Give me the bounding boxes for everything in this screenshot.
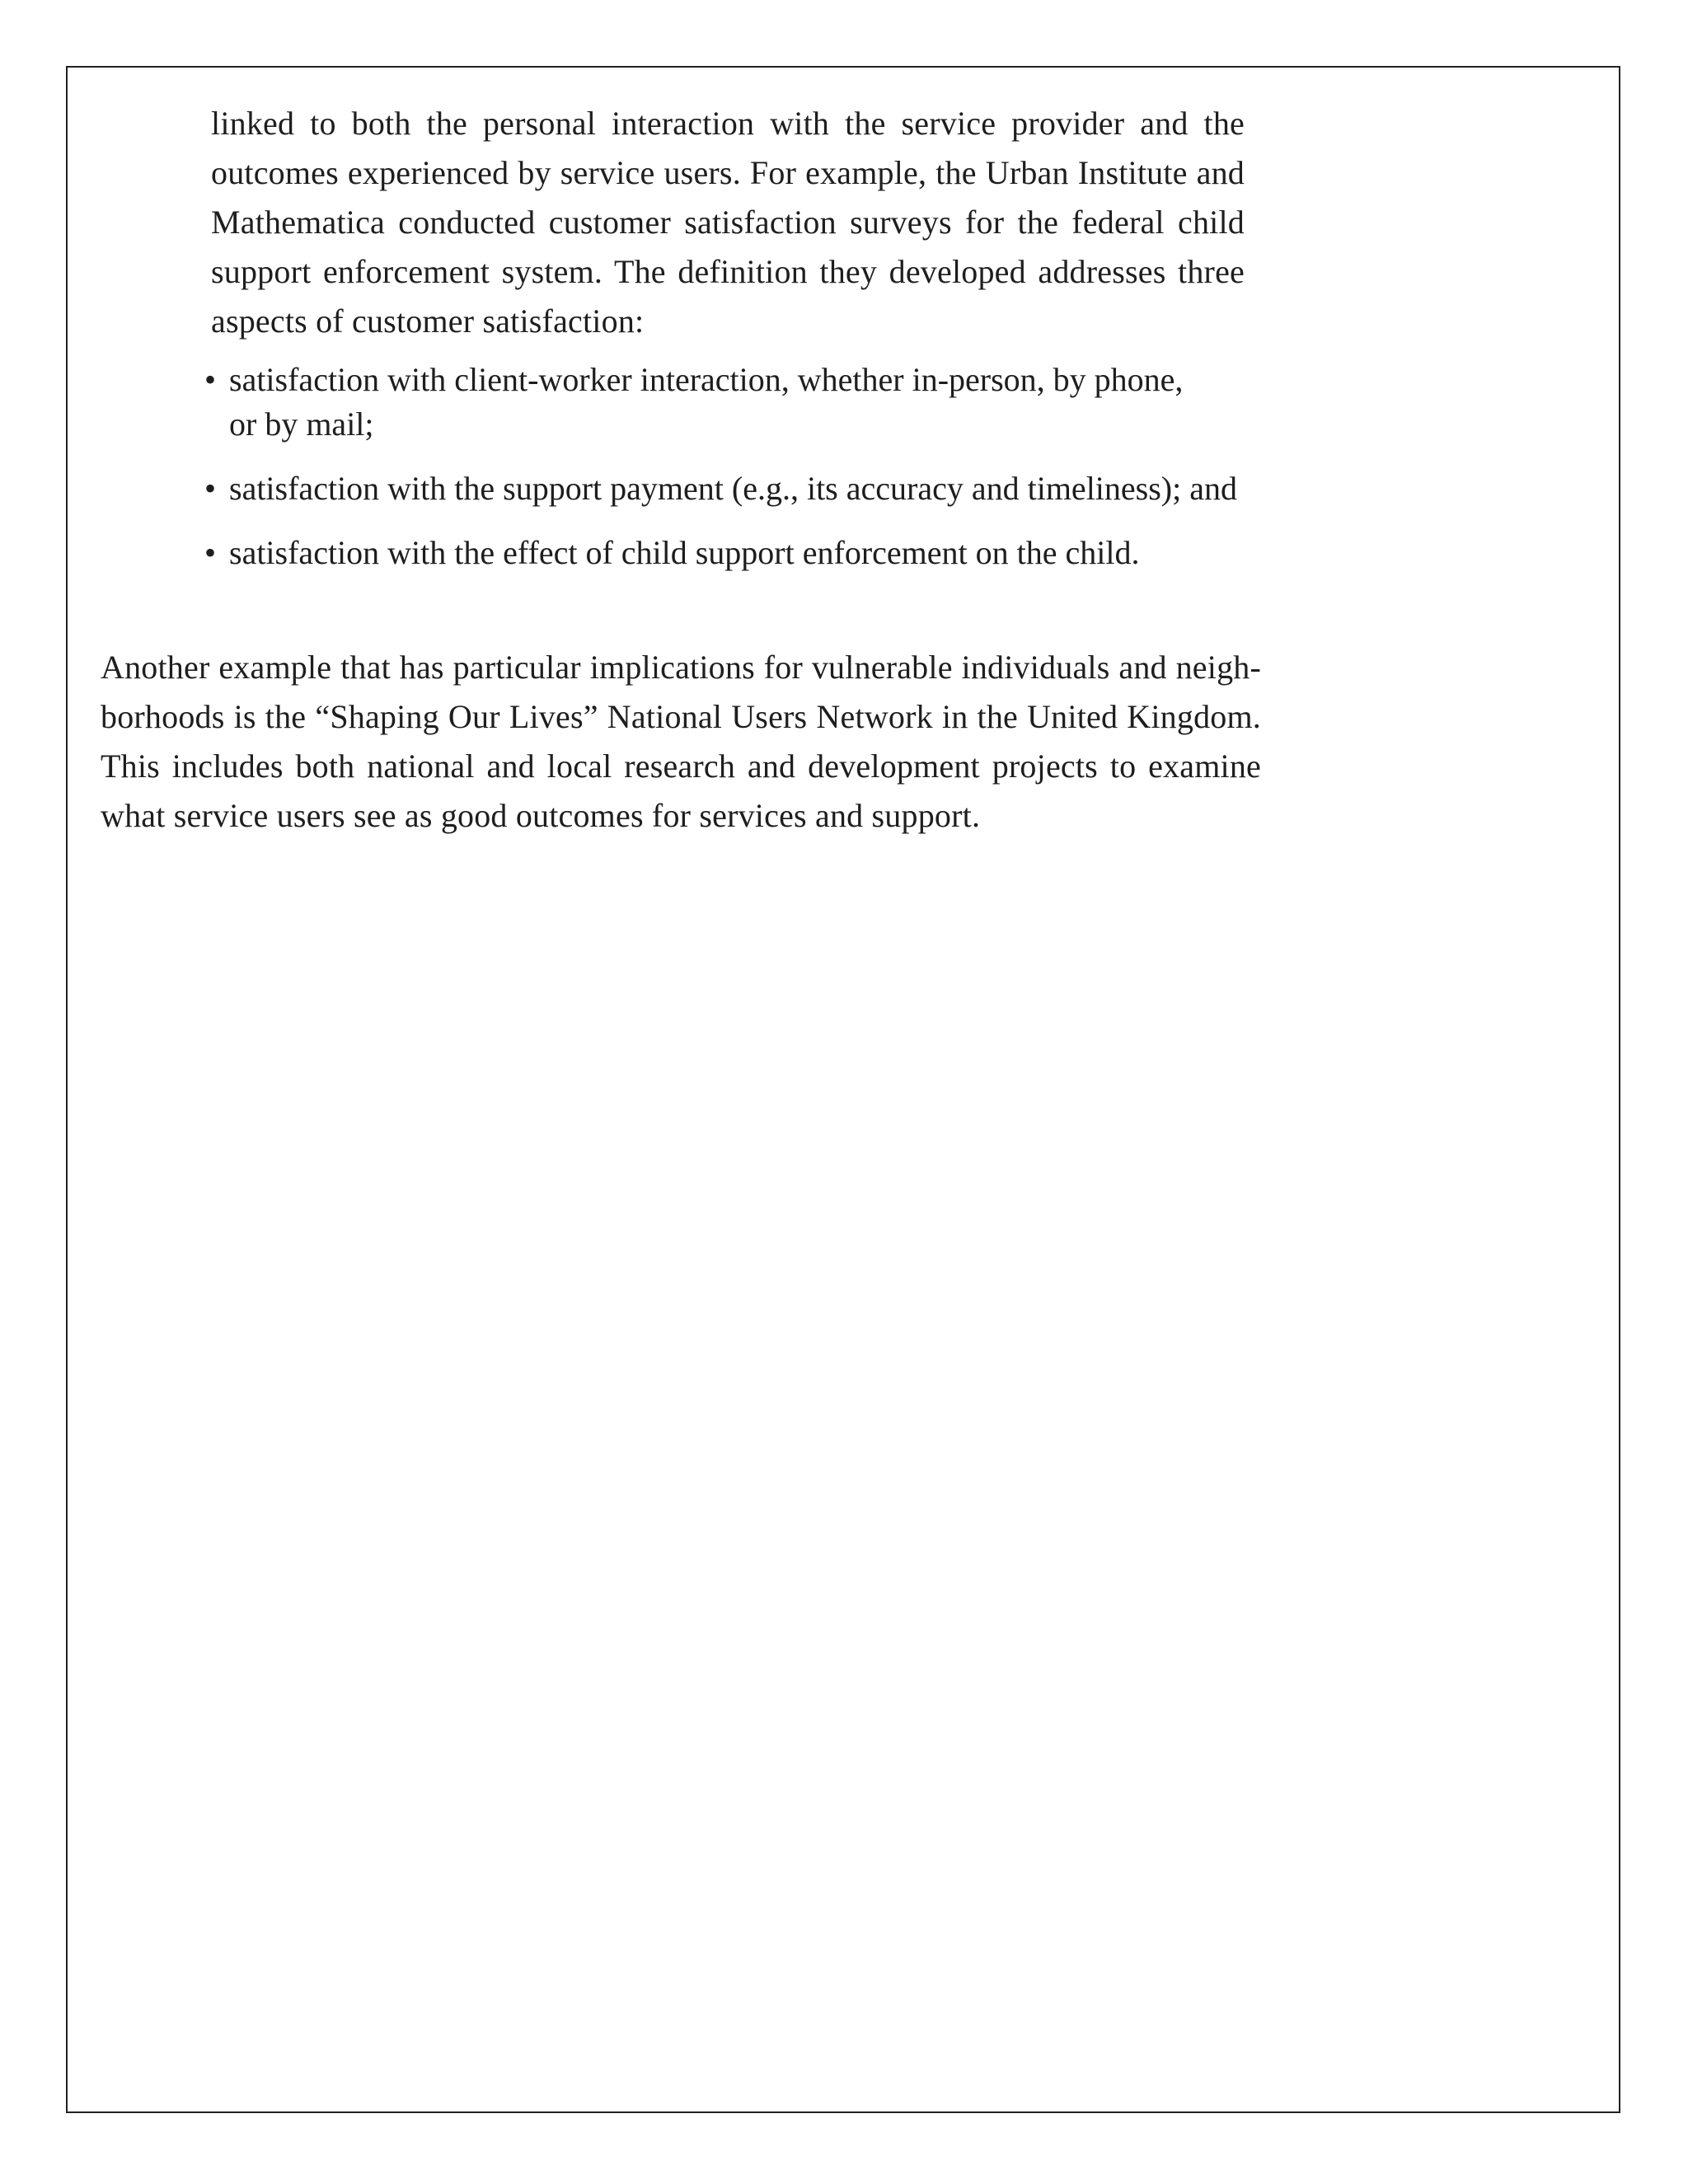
bullet-icon: •	[204, 361, 217, 398]
bullet-icon: •	[204, 534, 217, 571]
intro-paragraph: linked to both the personal interaction with the service provider and the outcomes experienced by service users. For example, the Urban Institute and Mathematica conducted customer satisfaction surveys for the federal child support enforcement system. The definition they developed addresses three aspects of customer satisfaction:	[211, 105, 1245, 340]
closing-paragraph: Another example that has particular implications for vulnerable individuals and neigh-borhoods is the “Shaping Our Lives” National Users Network in the United Kingdom. This includes both national and local research and development projects to examine what service users see as good outcomes for services and support.	[101, 649, 1261, 834]
list-item-text: satisfaction with client-worker interaction, whether in-person, by phone, or by mail;	[229, 361, 1184, 443]
list-item-text: satisfaction with the support payment (e.g., its accuracy and timeliness); and	[229, 470, 1237, 507]
bullet-icon: •	[204, 470, 217, 507]
list-item-text: satisfaction with the effect of child support enforcement on the child.	[229, 534, 1140, 571]
list-item	[204, 358, 1185, 447]
satisfaction-aspects-list	[204, 358, 1358, 595]
list-item	[204, 531, 1383, 575]
list-item	[204, 466, 1353, 511]
